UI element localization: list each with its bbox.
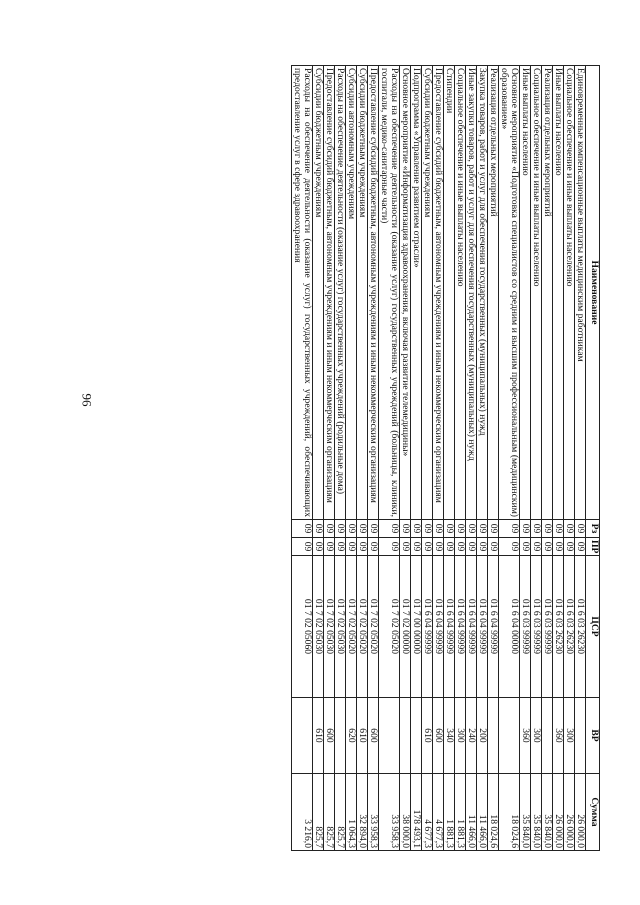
cell-name: Субсидии бюджетным учреждениям [313,66,324,520]
cell-vr: 300 [531,698,542,774]
cell-csr: 01 7 00 00000 [411,556,422,698]
cell-vr: 300 [564,698,575,774]
cell-name: Реализация отдельных мероприятий [488,66,499,520]
table-row [324,66,335,851]
cell-rz: 09 [444,520,455,538]
cell-sum: 4 677,3 [433,774,444,851]
cell-vr [575,698,586,774]
table-row [575,66,586,851]
cell-sum: 33 958,3 [379,774,400,851]
cell-name: Расходы на обеспечение деятельности (оказание услуг) государственных учреждений (родильные дома) [335,66,346,520]
cell-sum: 35 840,0 [520,774,531,851]
cell-rz: 09 [466,520,477,538]
cell-vr [379,698,400,774]
header-pr: ПР [586,538,600,556]
cell-rz: 09 [433,520,444,538]
cell-rz: 09 [357,520,368,538]
cell-csr: 01 7 02 05020 [379,556,400,698]
cell-csr: 01 6 03 26230 [575,556,586,698]
cell-pr: 09 [477,538,488,556]
cell-pr: 09 [499,538,520,556]
cell-vr: 360 [520,698,531,774]
cell-sum: 11 466,0 [477,774,488,851]
cell-vr [335,698,346,774]
cell-rz: 09 [553,520,564,538]
cell-csr: 01 6 03 26230 [553,556,564,698]
table-row [553,66,564,851]
cell-sum: 178 493,1 [411,774,422,851]
cell-name: Предоставление субсидий бюджетным, автономным учреждениям и иным некоммерческим организациям [433,66,444,520]
cell-sum: 18 024,6 [499,774,520,851]
table-row [368,66,379,851]
cell-rz: 09 [324,520,335,538]
cell-pr: 09 [379,538,400,556]
cell-sum: 825,7 [313,774,324,851]
table-body [292,66,586,851]
cell-sum: 26 000,0 [553,774,564,851]
cell-pr: 09 [313,538,324,556]
cell-rz: 09 [531,520,542,538]
cell-rz: 09 [520,520,531,538]
cell-name: Расходы на обеспечение деятельности (оказание услуг) государственных учреждений, обеспечивающих предоставление услуг в сфере здравоохранения [292,66,313,520]
cell-name: Основное мероприятие «Информатизация здравоохранения, включая развитие телемедицины» [400,66,411,520]
cell-sum: 32 894,0 [357,774,368,851]
cell-csr: 01 6 04 99999 [422,556,433,698]
cell-csr: 01 7 02 05020 [346,556,357,698]
cell-pr: 09 [520,538,531,556]
cell-pr: 09 [553,538,564,556]
cell-rz: 09 [335,520,346,538]
rotated-page-content [100,65,600,850]
cell-csr: 01 6 03 99999 [531,556,542,698]
cell-rz: 09 [499,520,520,538]
cell-pr: 09 [335,538,346,556]
cell-name: Субсидии бюджетным учреждениям [357,66,368,520]
cell-vr [542,698,553,774]
cell-csr: 01 7 02 05030 [313,556,324,698]
cell-name: Стипендии [444,66,455,520]
cell-vr: 610 [313,698,324,774]
table-row [520,66,531,851]
cell-name: Основное мероприятие «Подготовка специалистов со средним и высшим профессиональным (медицинским) образованием» [499,66,520,520]
cell-pr: 09 [455,538,466,556]
cell-name: Предоставление субсидий бюджетным, автономным учреждениям и иным некоммерческим организациям [324,66,335,520]
table-row [346,66,357,851]
table-row [466,66,477,851]
cell-rz: 09 [313,520,324,538]
cell-vr: 240 [466,698,477,774]
cell-vr: 610 [357,698,368,774]
cell-csr: 01 6 03 99999 [542,556,553,698]
cell-sum: 11 466,0 [466,774,477,851]
cell-name: Предоставление субсидий бюджетным, автономным учреждениям и иным некоммерческим организациям [368,66,379,520]
cell-name: Социальное обеспечение и иные выплаты населению [531,66,542,520]
cell-name: Иные выплаты населению [553,66,564,520]
cell-pr: 09 [531,538,542,556]
table-row [411,66,422,851]
cell-pr: 09 [466,538,477,556]
cell-csr: 01 7 02 05020 [357,556,368,698]
cell-csr: 01 7 02 05020 [368,556,379,698]
cell-pr: 09 [324,538,335,556]
header-name: Наименование [586,66,600,520]
cell-rz: 09 [488,520,499,538]
cell-csr: 01 7 02 00000 [400,556,411,698]
table-row [531,66,542,851]
cell-name: Социальное обеспечение и иные выплаты населению [455,66,466,520]
table-header-row [586,66,600,851]
table-row [357,66,368,851]
cell-csr: 01 6 03 26230 [564,556,575,698]
cell-sum: 825,7 [324,774,335,851]
cell-rz: 09 [346,520,357,538]
cell-vr: 340 [444,698,455,774]
cell-pr: 09 [368,538,379,556]
cell-vr: 360 [553,698,564,774]
cell-sum: 18 024,6 [488,774,499,851]
cell-sum: 1 064,3 [346,774,357,851]
cell-sum: 38 000,0 [400,774,411,851]
cell-name: Реализация отдельных мероприятий [542,66,553,520]
table-row [313,66,324,851]
table-row [455,66,466,851]
cell-rz: 09 [477,520,488,538]
cell-csr: 01 7 02 05030 [324,556,335,698]
cell-rz: 09 [455,520,466,538]
table-row [542,66,553,851]
table-row [488,66,499,851]
cell-rz: 09 [575,520,586,538]
cell-vr: 600 [368,698,379,774]
cell-csr: 01 7 02 05060 [292,556,313,698]
cell-sum: 4 677,3 [422,774,433,851]
cell-rz: 09 [292,520,313,538]
cell-pr: 09 [564,538,575,556]
cell-vr [292,698,313,774]
cell-pr: 09 [357,538,368,556]
cell-csr: 01 6 04 99999 [455,556,466,698]
cell-sum: 825,7 [335,774,346,851]
cell-vr: 610 [422,698,433,774]
cell-name: Иные закупки товаров, работ и услуг для обеспечения государственных (муниципальных) нужд [466,66,477,520]
cell-vr: 200 [477,698,488,774]
cell-csr: 01 6 04 99999 [477,556,488,698]
table-row [444,66,455,851]
cell-rz: 09 [564,520,575,538]
cell-rz: 09 [411,520,422,538]
header-vr: ВР [586,698,600,774]
cell-vr: 600 [324,698,335,774]
cell-vr [400,698,411,774]
cell-sum: 26 000,0 [564,774,575,851]
cell-name: Иные выплаты населению [520,66,531,520]
cell-sum: 35 840,0 [531,774,542,851]
table-row [433,66,444,851]
cell-name: Подпрограмма «Управление развитием отрасли» [411,66,422,520]
cell-csr: 01 6 04 99999 [488,556,499,698]
cell-vr: 300 [455,698,466,774]
cell-name: Социальное обеспечение и иные выплаты населению [564,66,575,520]
cell-sum: 33 958,3 [368,774,379,851]
header-csr: ЦСР [586,556,600,698]
cell-pr: 09 [411,538,422,556]
table-row [292,66,313,851]
cell-pr: 09 [433,538,444,556]
cell-pr: 09 [488,538,499,556]
table-row [379,66,400,851]
cell-vr: 600 [433,698,444,774]
header-sum: Сумма [586,774,600,851]
table-row [400,66,411,851]
cell-sum: 3 216,0 [292,774,313,851]
cell-rz: 09 [368,520,379,538]
cell-name: Закупка товаров, работ и услуг для обеспечения государственных (муниципальных) нужд [477,66,488,520]
cell-pr: 09 [542,538,553,556]
table-row [477,66,488,851]
cell-name: Субсидии бюджетным учреждениям [422,66,433,520]
cell-sum: 1 881,3 [444,774,455,851]
cell-csr: 01 6 04 99999 [466,556,477,698]
cell-csr: 01 7 02 05030 [335,556,346,698]
cell-sum: 35 840,0 [542,774,553,851]
cell-pr: 09 [422,538,433,556]
table-row [422,66,433,851]
budget-table [291,65,600,851]
cell-csr: 01 6 03 99999 [520,556,531,698]
table-row [335,66,346,851]
cell-rz: 09 [422,520,433,538]
cell-rz: 09 [542,520,553,538]
cell-pr: 09 [346,538,357,556]
cell-sum: 1 881,3 [455,774,466,851]
cell-pr: 09 [444,538,455,556]
cell-csr: 01 6 04 99999 [433,556,444,698]
cell-csr: 01 6 04 99999 [444,556,455,698]
cell-vr [499,698,520,774]
table-row [564,66,575,851]
cell-vr: 620 [346,698,357,774]
cell-rz: 09 [400,520,411,538]
cell-name: Расходы на обеспечение деятельности (оказание услуг) государственных учреждений (больницы, клиники, госпитали, медико-санитарные части) [379,66,400,520]
table-row [499,66,520,851]
cell-vr [411,698,422,774]
cell-pr: 09 [575,538,586,556]
cell-name: Единовременные компенсационные выплаты медицинским работникам [575,66,586,520]
cell-name: Субсидии автономным учреждениям [346,66,357,520]
page-number: 96 [79,393,95,407]
cell-pr: 09 [400,538,411,556]
header-rz: Рз [586,520,600,538]
cell-sum: 26 000,0 [575,774,586,851]
cell-pr: 09 [292,538,313,556]
cell-vr [488,698,499,774]
cell-rz: 09 [379,520,400,538]
cell-csr: 01 6 04 00000 [499,556,520,698]
